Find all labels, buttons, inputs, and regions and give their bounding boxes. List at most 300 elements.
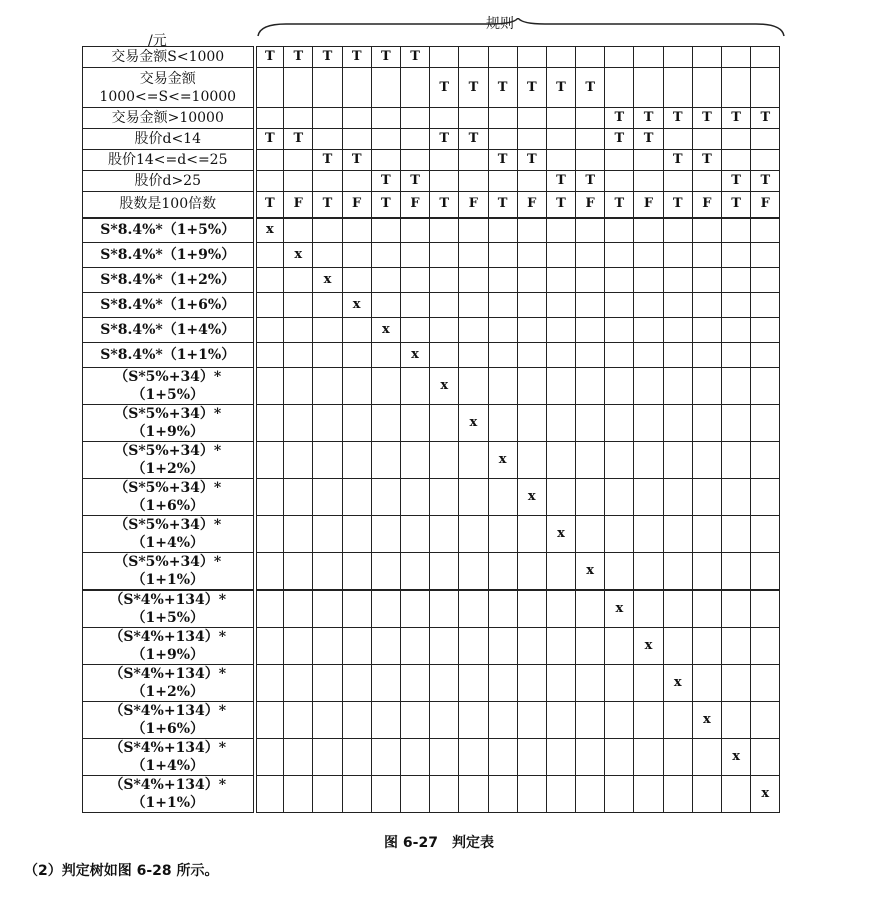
- rule-cell: T: [751, 108, 780, 129]
- rule-cell: [692, 47, 721, 68]
- rule-cell: x: [751, 776, 780, 813]
- rule-cell: [634, 739, 663, 776]
- rule-cell: [371, 405, 400, 442]
- rule-cell: [371, 702, 400, 739]
- rule-cell: [722, 218, 751, 243]
- rule-cell: [313, 479, 342, 516]
- rule-cell: x: [284, 243, 313, 268]
- rule-cell: [722, 293, 751, 318]
- rule-cell: [255, 516, 284, 553]
- row-label-line: 股价d>25: [134, 173, 201, 189]
- table-row: [83, 218, 780, 243]
- rule-cell: [459, 665, 488, 702]
- table-row: [83, 665, 780, 702]
- rule-cell: [459, 171, 488, 192]
- rule-cell: [255, 405, 284, 442]
- rule-cell: [605, 150, 634, 171]
- table-row: [83, 150, 780, 171]
- rule-cell: [605, 171, 634, 192]
- rule-cell: [634, 776, 663, 813]
- rule-cell: [459, 318, 488, 343]
- rule-cell: T: [663, 108, 692, 129]
- rule-cell: [692, 68, 721, 108]
- rule-cell: [751, 405, 780, 442]
- rule-cell: x: [576, 553, 605, 591]
- rule-cell: [430, 171, 459, 192]
- table-row: [83, 442, 780, 479]
- note-text: （2）判定树如图 6-28 所示。: [24, 863, 219, 879]
- rule-cell: [751, 702, 780, 739]
- rule-cell: [576, 405, 605, 442]
- rule-cell: [576, 293, 605, 318]
- rule-cell: [488, 516, 517, 553]
- figure-caption: 图 6-27 判定表: [384, 835, 494, 851]
- row-label-line: （1+5%）: [131, 610, 204, 626]
- rule-cell: T: [488, 150, 517, 171]
- table-row: [83, 243, 780, 268]
- row-label: [83, 192, 255, 218]
- rule-cell: [342, 516, 371, 553]
- row-label-line: （S*5%+34）*: [114, 480, 222, 496]
- table-row: [83, 590, 780, 628]
- rule-cell: [430, 108, 459, 129]
- table-row: [83, 553, 780, 591]
- row-label-line: （S*5%+34）*: [114, 443, 222, 459]
- rule-cell: [722, 405, 751, 442]
- rule-cell: [342, 268, 371, 293]
- rule-cell: x: [371, 318, 400, 343]
- rule-cell: [546, 405, 575, 442]
- rule-cell: [430, 665, 459, 702]
- rule-cell: [430, 628, 459, 665]
- rule-cell: T: [488, 192, 517, 218]
- rule-cell: [459, 368, 488, 405]
- rule-cell: [313, 553, 342, 591]
- row-label: [83, 702, 255, 739]
- rule-cell: [430, 47, 459, 68]
- rule-cell: [284, 739, 313, 776]
- row-label-line: （S*4%+134）*: [109, 703, 227, 719]
- rule-cell: T: [546, 68, 575, 108]
- rule-cell: T: [255, 47, 284, 68]
- rule-cell: [722, 479, 751, 516]
- rule-cell: [371, 516, 400, 553]
- rule-cell: [400, 318, 429, 343]
- rule-cell: [313, 405, 342, 442]
- rule-cell: [634, 553, 663, 591]
- row-label: [83, 68, 255, 108]
- rule-cell: [371, 776, 400, 813]
- rule-cell: [634, 268, 663, 293]
- rule-cell: [751, 150, 780, 171]
- rule-cell: [400, 243, 429, 268]
- rule-cell: [459, 776, 488, 813]
- rule-cell: [751, 628, 780, 665]
- rule-cell: [692, 129, 721, 150]
- rule-cell: [459, 150, 488, 171]
- row-label-line: 交易金额: [139, 70, 196, 87]
- rule-cell: [342, 776, 371, 813]
- rule-cell: [400, 218, 429, 243]
- rule-cell: [751, 479, 780, 516]
- rule-cell: [576, 739, 605, 776]
- rule-cell: [342, 343, 371, 368]
- row-label-line: （1+5%）: [131, 387, 204, 403]
- rule-cell: [400, 739, 429, 776]
- rule-cell: [692, 293, 721, 318]
- rule-cell: [430, 405, 459, 442]
- row-label: [83, 516, 255, 553]
- rule-cell: [722, 150, 751, 171]
- rule-cell: [342, 442, 371, 479]
- rule-cell: [284, 343, 313, 368]
- rule-cell: T: [342, 47, 371, 68]
- rule-cell: [430, 776, 459, 813]
- rule-cell: [371, 129, 400, 150]
- rule-cell: [517, 171, 546, 192]
- rule-cell: [751, 442, 780, 479]
- rule-cell: [634, 343, 663, 368]
- rule-cell: [692, 516, 721, 553]
- rule-cell: [722, 590, 751, 628]
- rule-cell: [342, 405, 371, 442]
- rule-cell: [313, 108, 342, 129]
- rule-cell: [546, 150, 575, 171]
- row-label: [83, 739, 255, 776]
- rule-cell: [284, 665, 313, 702]
- rule-cell: [605, 739, 634, 776]
- rule-cell: [751, 516, 780, 553]
- rule-cell: [488, 108, 517, 129]
- rule-cell: [488, 776, 517, 813]
- rule-cell: [634, 47, 663, 68]
- rule-cell: [459, 343, 488, 368]
- rule-cell: [342, 628, 371, 665]
- rule-cell: [517, 702, 546, 739]
- rule-cell: [313, 218, 342, 243]
- rule-cell: [488, 318, 517, 343]
- row-label: [83, 628, 255, 665]
- rule-cell: [722, 268, 751, 293]
- rule-cell: [546, 218, 575, 243]
- rule-cell: [342, 68, 371, 108]
- rule-cell: [576, 479, 605, 516]
- rule-cell: [751, 293, 780, 318]
- rule-cell: [342, 243, 371, 268]
- rule-cell: [430, 516, 459, 553]
- rule-cell: F: [751, 192, 780, 218]
- rule-cell: [400, 150, 429, 171]
- rule-cell: [692, 343, 721, 368]
- rule-cell: [517, 268, 546, 293]
- rule-cell: x: [722, 739, 751, 776]
- rule-cell: [663, 268, 692, 293]
- rule-cell: [430, 268, 459, 293]
- rule-cell: [605, 479, 634, 516]
- rule-cell: [400, 479, 429, 516]
- rule-cell: T: [546, 192, 575, 218]
- rule-cell: T: [400, 47, 429, 68]
- row-label-line: （1+6%）: [131, 721, 204, 737]
- rule-cell: [634, 479, 663, 516]
- rule-cell: [605, 516, 634, 553]
- rule-cell: T: [722, 192, 751, 218]
- rule-cell: [371, 343, 400, 368]
- rule-cell: [430, 553, 459, 591]
- rule-cell: [663, 368, 692, 405]
- rule-cell: x: [692, 702, 721, 739]
- rule-cell: [546, 553, 575, 591]
- rule-cell: [459, 47, 488, 68]
- rule-cell: [342, 368, 371, 405]
- table-row: [83, 343, 780, 368]
- rule-cell: [342, 129, 371, 150]
- row-label-line: （1+2%）: [131, 684, 204, 700]
- rule-cell: [488, 343, 517, 368]
- rule-cell: [313, 702, 342, 739]
- rule-cell: [488, 171, 517, 192]
- rule-cell: T: [371, 171, 400, 192]
- table-row: [83, 405, 780, 442]
- rule-cell: [605, 243, 634, 268]
- rule-cell: x: [400, 343, 429, 368]
- rule-cell: [751, 47, 780, 68]
- rule-cell: [488, 590, 517, 628]
- rule-cell: [605, 665, 634, 702]
- rule-cell: [342, 171, 371, 192]
- rule-cell: [459, 218, 488, 243]
- rule-cell: [255, 590, 284, 628]
- rule-cell: [634, 368, 663, 405]
- rule-cell: [546, 739, 575, 776]
- rule-cell: [751, 129, 780, 150]
- rule-cell: [342, 590, 371, 628]
- rule-cell: [692, 318, 721, 343]
- rule-cell: [663, 776, 692, 813]
- rule-cell: [313, 68, 342, 108]
- rule-cell: [605, 293, 634, 318]
- row-label: [83, 776, 255, 813]
- rule-cell: F: [634, 192, 663, 218]
- rule-cell: [546, 702, 575, 739]
- rule-cell: [313, 293, 342, 318]
- rule-cell: [488, 47, 517, 68]
- rule-cell: [371, 368, 400, 405]
- rule-cell: [576, 776, 605, 813]
- rule-cell: [342, 665, 371, 702]
- rule-cell: T: [751, 171, 780, 192]
- rule-cell: x: [459, 405, 488, 442]
- row-label: [83, 479, 255, 516]
- row-label-line: S*8.4%*（1+1%）: [100, 347, 236, 363]
- rule-cell: [459, 442, 488, 479]
- rule-cell: [546, 590, 575, 628]
- rule-cell: [722, 318, 751, 343]
- rule-cell: [400, 590, 429, 628]
- row-label-line: （S*4%+134）*: [109, 592, 227, 608]
- rule-cell: [634, 318, 663, 343]
- rule-cell: [400, 628, 429, 665]
- rule-cell: [255, 108, 284, 129]
- row-label-line: 交易金额>10000: [111, 110, 224, 126]
- rule-cell: [576, 368, 605, 405]
- row-label: [83, 553, 255, 591]
- rule-cell: [634, 442, 663, 479]
- rule-cell: [459, 628, 488, 665]
- rule-cell: [255, 368, 284, 405]
- rule-cell: [284, 776, 313, 813]
- rule-cell: [313, 776, 342, 813]
- rule-cell: [692, 553, 721, 591]
- row-label: [83, 268, 255, 293]
- rule-cell: [255, 171, 284, 192]
- rule-cell: x: [430, 368, 459, 405]
- table-row: [83, 192, 780, 218]
- rule-cell: [284, 516, 313, 553]
- rule-cell: F: [517, 192, 546, 218]
- rule-cell: [722, 68, 751, 108]
- rule-cell: [692, 405, 721, 442]
- table-row: [83, 268, 780, 293]
- rule-cell: T: [459, 129, 488, 150]
- rule-cell: [546, 108, 575, 129]
- row-label-line: （1+1%）: [131, 795, 204, 811]
- rule-cell: [342, 479, 371, 516]
- rule-cell: [342, 318, 371, 343]
- rule-cell: [400, 405, 429, 442]
- rule-cell: [546, 479, 575, 516]
- rule-cell: [371, 243, 400, 268]
- rule-cell: [663, 343, 692, 368]
- rule-cell: [400, 702, 429, 739]
- rule-cell: [634, 516, 663, 553]
- rule-cell: [634, 590, 663, 628]
- rule-cell: T: [576, 68, 605, 108]
- rule-cell: [371, 628, 400, 665]
- rules-header: 规则: [486, 16, 514, 32]
- rule-cell: [459, 108, 488, 129]
- rule-cell: [517, 590, 546, 628]
- row-label: [83, 47, 255, 68]
- rule-cell: [692, 739, 721, 776]
- rule-cell: [692, 218, 721, 243]
- rule-cell: F: [692, 192, 721, 218]
- rule-cell: T: [576, 171, 605, 192]
- rule-cell: T: [663, 150, 692, 171]
- row-label: [83, 405, 255, 442]
- rule-cell: [634, 665, 663, 702]
- rule-cell: T: [313, 47, 342, 68]
- rule-cell: F: [342, 192, 371, 218]
- row-label-line: S*8.4%*（1+9%）: [100, 247, 236, 263]
- rule-cell: [488, 129, 517, 150]
- rule-cell: [430, 318, 459, 343]
- rule-cell: [517, 665, 546, 702]
- rule-cell: x: [605, 590, 634, 628]
- table-row: [83, 739, 780, 776]
- rule-cell: [255, 68, 284, 108]
- rule-cell: [459, 739, 488, 776]
- rule-cell: [692, 268, 721, 293]
- rule-cell: [517, 293, 546, 318]
- rule-cell: [430, 702, 459, 739]
- rule-cell: [459, 268, 488, 293]
- rule-cell: [751, 739, 780, 776]
- rule-cell: [255, 243, 284, 268]
- rule-cell: [430, 442, 459, 479]
- rule-cell: T: [313, 192, 342, 218]
- table-row: [83, 368, 780, 405]
- rule-cell: [722, 702, 751, 739]
- rule-cell: [284, 108, 313, 129]
- row-label: [83, 218, 255, 243]
- rule-cell: [663, 479, 692, 516]
- table-row: [83, 47, 780, 68]
- rule-cell: T: [400, 171, 429, 192]
- rule-cell: [546, 47, 575, 68]
- table-row: [83, 171, 780, 192]
- rule-cell: [342, 108, 371, 129]
- rule-cell: [722, 442, 751, 479]
- rule-cell: [546, 243, 575, 268]
- rule-cell: [517, 343, 546, 368]
- rule-cell: [605, 268, 634, 293]
- rule-cell: [488, 368, 517, 405]
- row-label-line: （S*4%+134）*: [109, 777, 227, 793]
- table-row: [83, 776, 780, 813]
- rule-cell: [517, 129, 546, 150]
- row-label-line: （1+4%）: [131, 758, 204, 774]
- rule-cell: [313, 343, 342, 368]
- row-label-line: 股价d<14: [134, 131, 201, 147]
- rule-cell: [313, 665, 342, 702]
- rule-cell: [576, 47, 605, 68]
- rule-cell: [371, 293, 400, 318]
- rule-cell: [284, 702, 313, 739]
- rule-cell: [488, 268, 517, 293]
- rule-cell: F: [576, 192, 605, 218]
- rule-cell: [692, 243, 721, 268]
- row-label-line: 股价14<=d<=25: [107, 152, 228, 168]
- rule-cell: [722, 776, 751, 813]
- rule-cell: [663, 318, 692, 343]
- rule-cell: [400, 442, 429, 479]
- rule-cell: [313, 318, 342, 343]
- rule-cell: [488, 665, 517, 702]
- rule-cell: [459, 293, 488, 318]
- rule-cell: [634, 405, 663, 442]
- rule-cell: [459, 553, 488, 591]
- rule-cell: [284, 293, 313, 318]
- rule-cell: [400, 129, 429, 150]
- table-row: [83, 318, 780, 343]
- rule-cell: [255, 318, 284, 343]
- rule-cell: [488, 628, 517, 665]
- rule-cell: [284, 318, 313, 343]
- rule-cell: x: [488, 442, 517, 479]
- rule-cell: [313, 516, 342, 553]
- row-label-line: （1+2%）: [131, 461, 204, 477]
- rule-cell: T: [692, 108, 721, 129]
- rule-cell: [459, 243, 488, 268]
- rule-cell: [692, 776, 721, 813]
- rule-cell: T: [430, 192, 459, 218]
- row-label: [83, 318, 255, 343]
- rule-cell: [342, 702, 371, 739]
- rule-cell: T: [517, 150, 546, 171]
- rule-cell: [255, 702, 284, 739]
- rule-cell: [400, 516, 429, 553]
